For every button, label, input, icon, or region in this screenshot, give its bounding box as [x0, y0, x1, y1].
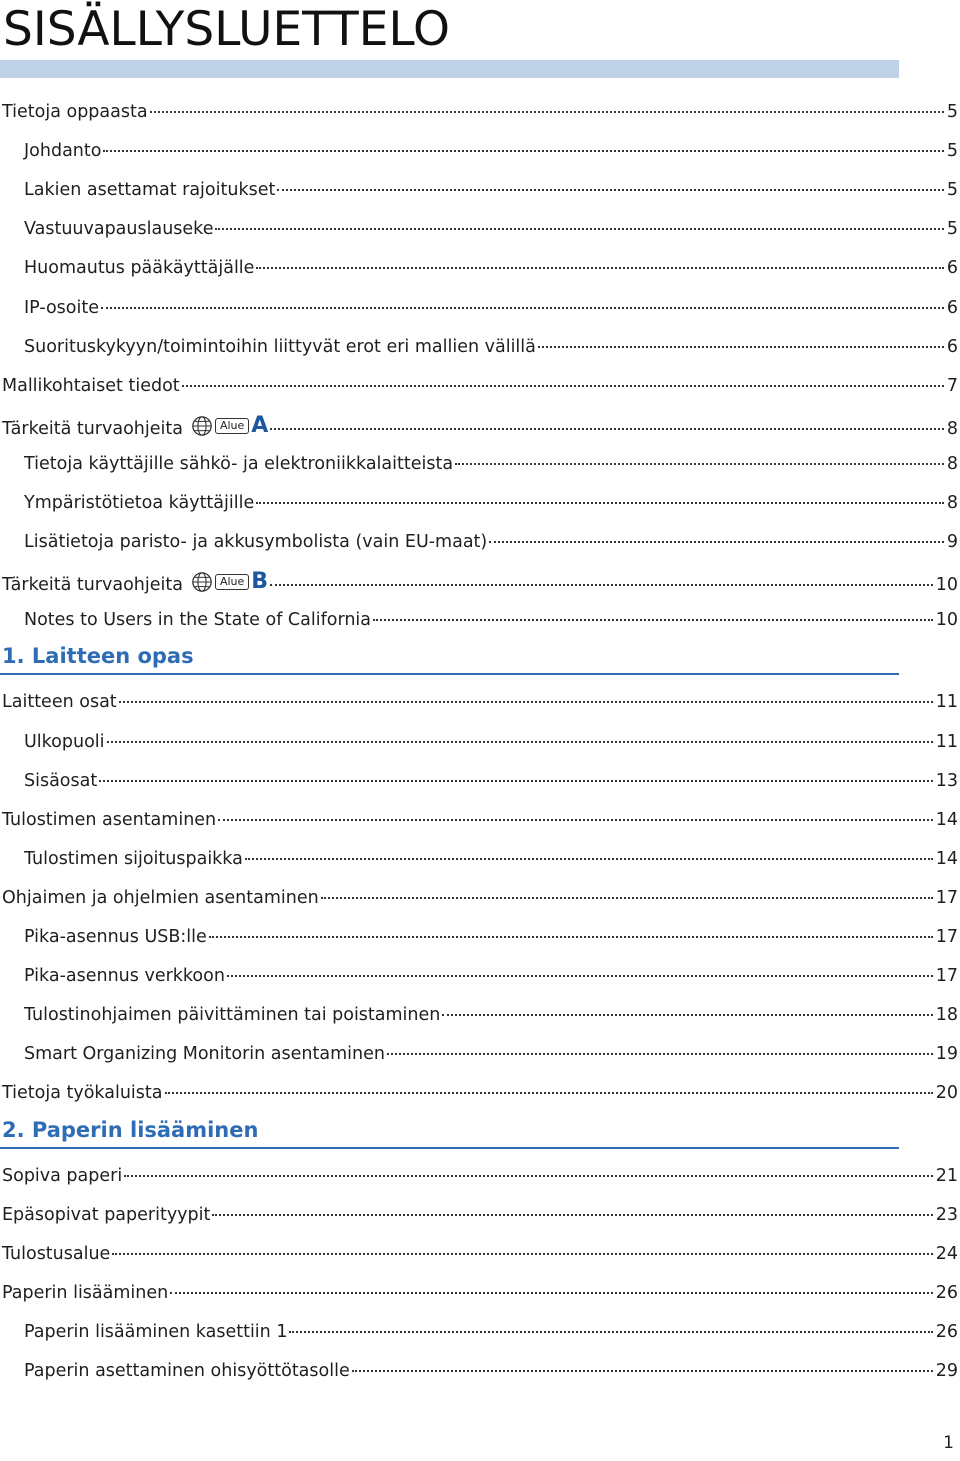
toc-entry-label: Sopiva paperi — [2, 1166, 123, 1186]
toc-entry-page: 6 — [946, 258, 958, 278]
toc-entry-page: 29 — [935, 1361, 958, 1381]
toc-entry-label: Tietoja oppaasta — [2, 102, 148, 122]
toc-entry-page: 6 — [946, 298, 958, 318]
toc-entry-label: Lisätietoja paristo- ja akkusymbolista (vain EU-maat) — [24, 532, 488, 552]
toc-entry-page: 13 — [935, 771, 958, 791]
toc-entry-page: 5 — [946, 219, 958, 239]
toc-entry-page: 18 — [935, 1005, 958, 1025]
toc-entry-label: Ympäristötietoa käyttäjille — [24, 493, 255, 513]
dot-leader — [352, 1370, 933, 1372]
dot-leader — [215, 228, 943, 230]
toc-entry-label: IP-osoite — [24, 298, 99, 318]
toc-entry-label: Paperin asettaminen ohisyöttötasolle — [24, 1361, 350, 1381]
toc-entry-label: Johdanto — [24, 141, 102, 161]
dot-leader — [107, 741, 933, 743]
chapter-heading[interactable]: 1. Laitteen opas — [2, 644, 194, 668]
toc-entry-page: 10 — [935, 575, 958, 595]
toc-entry[interactable] — [2, 568, 958, 594]
toc-entry-label: Lakien asettamat rajoitukset — [24, 180, 276, 200]
toc-entry[interactable] — [24, 924, 958, 950]
toc-entry[interactable] — [2, 373, 958, 399]
toc-entry-page: 24 — [935, 1244, 958, 1264]
toc-entry[interactable] — [24, 963, 958, 989]
toc-entry-label: Suorituskykyyn/toimintoihin liittyvät erot eri mallien välillä — [24, 337, 536, 357]
toc-entry[interactable] — [2, 99, 958, 125]
dot-leader — [321, 897, 933, 899]
dot-leader — [538, 346, 944, 348]
toc-entry-page: 5 — [946, 102, 958, 122]
toc-entry-label: Tulostimen sijoituspaikka — [24, 849, 243, 869]
toc-entry[interactable] — [24, 529, 958, 555]
toc-entry[interactable] — [2, 1241, 958, 1267]
dot-leader — [256, 502, 944, 504]
toc-entry-label: Ohjaimen ja ohjelmien asentaminen — [2, 888, 319, 908]
dot-leader — [270, 584, 933, 586]
toc-entry-label: Smart Organizing Monitorin asentaminen — [24, 1044, 385, 1064]
toc-entry-label: Vastuuvapauslauseke — [24, 219, 214, 239]
toc-entry[interactable] — [2, 1080, 958, 1106]
toc-entry-label: Pika-asennus verkkoon — [24, 966, 225, 986]
chapter-underline — [0, 673, 899, 675]
toc-entry-page: 9 — [946, 532, 958, 552]
toc-entry[interactable] — [24, 451, 958, 477]
toc-entry-page: 14 — [935, 849, 958, 869]
toc-entry[interactable] — [2, 689, 958, 715]
dot-leader — [165, 1092, 933, 1094]
toc-entry-page: 23 — [935, 1205, 958, 1225]
toc-entry[interactable] — [24, 1002, 958, 1028]
toc-entry[interactable] — [24, 846, 958, 872]
toc-entry-label: Huomautus pääkäyttäjälle — [24, 258, 255, 278]
toc-entry-label: Tärkeitä turvaohjeita — [2, 575, 183, 595]
toc-entry[interactable] — [24, 490, 958, 516]
toc-entry[interactable] — [24, 334, 958, 360]
toc-entry[interactable] — [24, 138, 958, 164]
region-label: Alue — [215, 418, 249, 434]
dot-leader — [245, 858, 933, 860]
toc-entry[interactable] — [24, 1319, 958, 1345]
toc-entry[interactable] — [2, 1202, 958, 1228]
toc-entry[interactable] — [2, 1280, 958, 1306]
toc-entry-page: 5 — [946, 141, 958, 161]
toc-entry-label: Tietoja työkaluista — [2, 1083, 163, 1103]
toc-entry-label: Notes to Users in the State of California — [24, 610, 372, 630]
region-badge — [191, 415, 268, 437]
toc-entry-label: Paperin lisääminen — [2, 1283, 169, 1303]
chapter-heading[interactable]: 2. Paperin lisääminen — [2, 1118, 259, 1142]
dot-leader — [218, 819, 933, 821]
dot-leader — [150, 111, 944, 113]
dot-leader — [227, 975, 933, 977]
toc-entry[interactable] — [2, 412, 958, 438]
toc-entry-page: 17 — [935, 888, 958, 908]
page-number: 1 — [943, 1433, 954, 1453]
toc-entry-page: 7 — [946, 376, 958, 396]
toc-entry-page: 8 — [946, 419, 958, 439]
dot-leader — [212, 1214, 932, 1216]
toc-entry[interactable] — [24, 216, 958, 242]
chapter-underline — [0, 1147, 899, 1149]
dot-leader — [289, 1331, 932, 1333]
toc-entry-page: 20 — [935, 1083, 958, 1103]
toc-entry-page: 8 — [946, 454, 958, 474]
toc-entry[interactable] — [2, 885, 958, 911]
toc-entry-label: Ulkopuoli — [24, 732, 105, 752]
title-underline-bar — [0, 60, 899, 78]
toc-entry-page: 8 — [946, 493, 958, 513]
toc-entry-label: Epäsopivat paperityypit — [2, 1205, 211, 1225]
dot-leader — [124, 1175, 933, 1177]
toc-entry-page: 5 — [946, 180, 958, 200]
region-letter: A — [251, 413, 269, 438]
toc-entry-label: Tulostusalue — [2, 1244, 111, 1264]
toc-entry-page: 19 — [935, 1044, 958, 1064]
toc-entry-label: Tulostinohjaimen päivittäminen tai poistaminen — [24, 1005, 441, 1025]
toc-entry-page: 17 — [935, 927, 958, 947]
dot-leader — [387, 1053, 933, 1055]
toc-entry[interactable] — [24, 1041, 958, 1067]
dot-leader — [277, 189, 944, 191]
toc-entry-label: Tärkeitä turvaohjeita — [2, 419, 183, 439]
toc-entry-page: 14 — [935, 810, 958, 830]
dot-leader — [112, 1253, 932, 1255]
toc-entry-page: 10 — [935, 610, 958, 630]
toc-entry-page: 6 — [946, 337, 958, 357]
dot-leader — [170, 1292, 932, 1294]
region-letter: B — [251, 569, 269, 594]
toc-entry-label: Sisäosat — [24, 771, 98, 791]
toc-entry-page: 26 — [935, 1283, 958, 1303]
toc-entry[interactable] — [24, 255, 958, 281]
region-badge — [191, 571, 268, 593]
dot-leader — [99, 780, 932, 782]
toc-entry-label: Tietoja käyttäjille sähkö- ja elektroniikkalaitteista — [24, 454, 454, 474]
toc-entry[interactable] — [24, 295, 958, 321]
dot-leader — [119, 701, 933, 703]
dot-leader — [182, 385, 944, 387]
toc-entry-label: Mallikohtaiset tiedot — [2, 376, 180, 396]
globe-icon — [191, 415, 213, 437]
toc-entry[interactable] — [2, 1163, 958, 1189]
toc-entry[interactable] — [24, 177, 958, 203]
toc-entry-page: 21 — [935, 1166, 958, 1186]
dot-leader — [270, 428, 944, 430]
dot-leader — [101, 307, 944, 309]
toc-entry-page: 11 — [935, 732, 958, 752]
toc-entry[interactable] — [24, 607, 958, 633]
toc-entry[interactable] — [24, 768, 958, 794]
toc-entry[interactable] — [24, 1358, 958, 1384]
toc-entry-page: 11 — [935, 692, 958, 712]
toc-entry[interactable] — [2, 807, 958, 833]
toc-entry-page: 17 — [935, 966, 958, 986]
dot-leader — [103, 150, 943, 152]
toc-entry-label: Laitteen osat — [2, 692, 117, 712]
region-label: Alue — [215, 574, 249, 590]
dot-leader — [442, 1014, 932, 1016]
dot-leader — [455, 463, 944, 465]
toc-entry-label: Paperin lisääminen kasettiin 1 — [24, 1322, 288, 1342]
dot-leader — [489, 541, 944, 543]
dot-leader — [209, 936, 933, 938]
page-title: SISÄLLYSLUETTELO — [3, 2, 450, 57]
dot-leader — [373, 619, 933, 621]
dot-leader — [256, 267, 943, 269]
globe-icon — [191, 571, 213, 593]
toc-entry-label: Pika-asennus USB:lle — [24, 927, 207, 947]
toc-entry[interactable] — [24, 729, 958, 755]
toc-entry-label: Tulostimen asentaminen — [2, 810, 217, 830]
toc-entry-page: 26 — [935, 1322, 958, 1342]
